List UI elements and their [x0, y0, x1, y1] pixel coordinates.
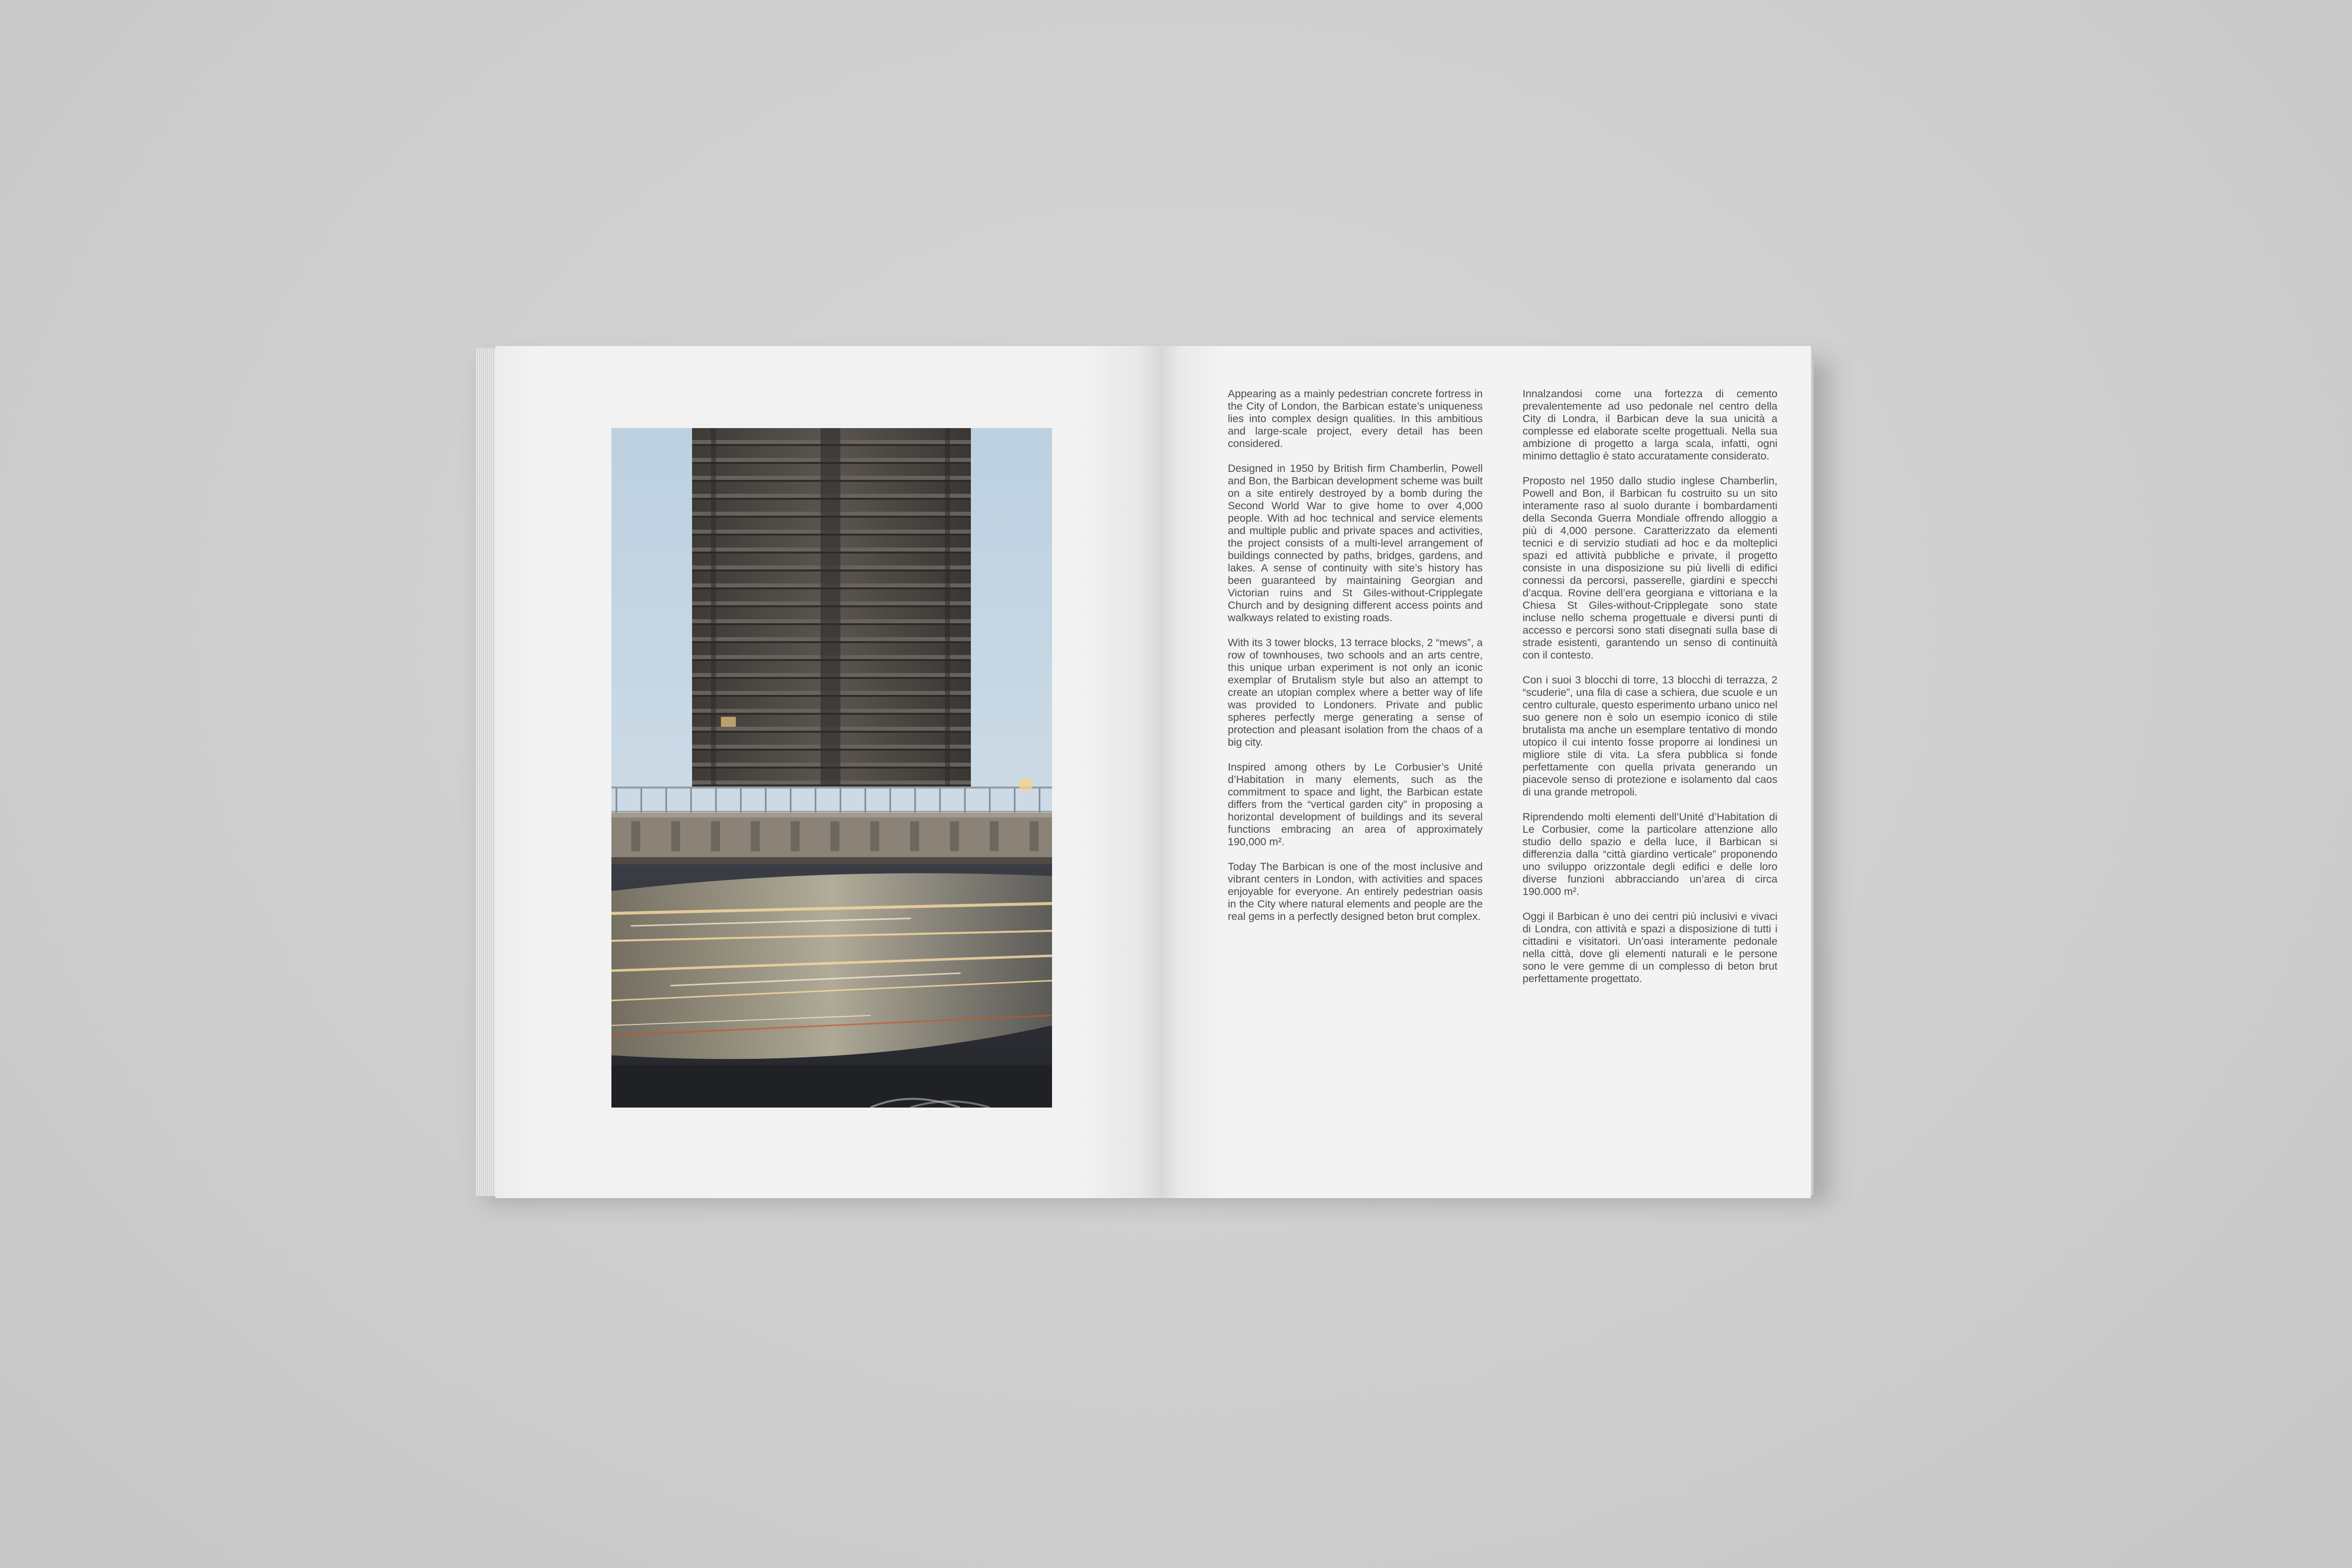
italian-paragraph: Proposto nel 1950 dallo studio inglese Chamberlin, Powell and Bon, il Barbican fu costruito su un sito interamente raso al suolo durante i bombardamenti della Seconda Guerra Mondiale offrendo alloggio a più di 4,000 persone. Caratterizzato da elementi tecnici e di servizio studiati ad hoc e da molteplici spazi ed attività pubbliche e private, il progetto consiste in una disposizione su più livelli di edifici connessi da percorsi, passerelle, giardini e specchi d’acqua. Rovine dell’era georgiana e vittoriana e la Chiesa St Giles-without-Cripplegate sono state incluse nello schema progettuale e diversi punti di accesso e percorsi sono stati disegnati sulla base di strade esistenti, garantendo un senso di continuità con il contesto.: [1523, 475, 1777, 661]
page-edges-right: [1811, 349, 1814, 1195]
italian-paragraph: Riprendendo molti elementi dell’Unité d’Habitation di Le Corbusier, come la particolare attenzione allo studio dello spazio e della luce, il Barbican si differenzia dalla “città giardino verticale” proponendo uno sviluppo orizzontale degli edifici e delle loro diverse funzioni abbracciando un’area di circa 190.000 m².: [1523, 811, 1777, 897]
italian-column: [1523, 388, 1777, 998]
page-edges-left: [475, 348, 495, 1196]
italian-paragraph: Con i suoi 3 blocchi di torre, 13 blocchi di terrazza, 2 “scuderie”, una fila di case a schiera, due scuole e un centro culturale, questo esperimento urbano unico nel suo genere non è solo un esempio iconico di stile brutalista ma anche un esemplare tentativo di mondo utopico il cui intento fosse proporre ai londinesi un migliore stile di vita. La sfera pubblica si fonde perfettamente con quella privata generando un piacevole senso di protezione e isolamento dal caos di una grande metropoli.: [1523, 674, 1777, 798]
english-paragraph: With its 3 tower blocks, 13 terrace blocks, 2 “mews”, a row of townhouses, two schools and an arts centre, this unique urban experiment is not only an iconic exemplar of Brutalism style but also an attempt to create an utopian complex where a better way of life was provided to Londoners. Private and public spheres perfectly merge generating a sense of protection and pleasant isolation from the chaos of a big city.: [1228, 637, 1483, 748]
italian-paragraph: Oggi il Barbican è uno dei centri più inclusivi e vivaci di Londra, con attività e spazi a disposizione di tutti i cittadini e visitatori. Un’oasi interamente pedonale nella città, dove gli elementi naturali e le persone sono le vere gemme di un complesso di beton brut perfettamente progettato.: [1523, 910, 1777, 985]
photo-illustration: [611, 428, 1052, 1108]
english-paragraph: Inspired among others by Le Corbusier’s Unité d’Habitation in many elements, such as the commitment to space and light, the Barbican estate differs from the “vertical garden city” in proposing a horizontal development of buildings and its several functions embracing an area of approximately 190,000 m².: [1228, 761, 1483, 848]
english-paragraph: Designed in 1950 by British firm Chamberlin, Powell and Bon, the Barbican development scheme was built on a site entirely destroyed by a bomb during the Second World War to give home to over 4,000 people. With ad hoc technical and service elements and multiple public and private spaces and activities, the project consists of a multi-level arrangement of buildings connected by paths, bridges, gardens, and lakes. A sense of continuity with site’s history has been guaranteed by maintaining Georgian and Victorian ruins and St Giles-without-Cripplegate Church and by designing different access points and walkways related to existing roads.: [1228, 462, 1483, 624]
english-paragraph: Appearing as a mainly pedestrian concrete fortress in the City of London, the Barbican estate’s uniqueness lies into complex design qualities. In this ambitious and large-scale project, every detail has been considered.: [1228, 388, 1483, 449]
barbican-photo: [611, 428, 1052, 1108]
english-column: [1228, 388, 1483, 935]
left-page: [495, 346, 1160, 1198]
english-paragraph: Today The Barbican is one of the most inclusive and vibrant centers in London, with activities and spaces enjoyable for everyone. An entirely pedestrian oasis in the City where natural elements and people are the real gems in a perfectly designed beton brut complex.: [1228, 861, 1483, 922]
italian-paragraph: Innalzandosi come una fortezza di cemento prevalentemente ad uso pedonale nel centro della City di Londra, il Barbican deve la sua unicità a complesse ed elaborate scelte progettuali. Nella sua ambizione di progetto a larga scala, infatti, ogni minimo dettaglio è stato accuratamente considerato.: [1523, 388, 1777, 462]
